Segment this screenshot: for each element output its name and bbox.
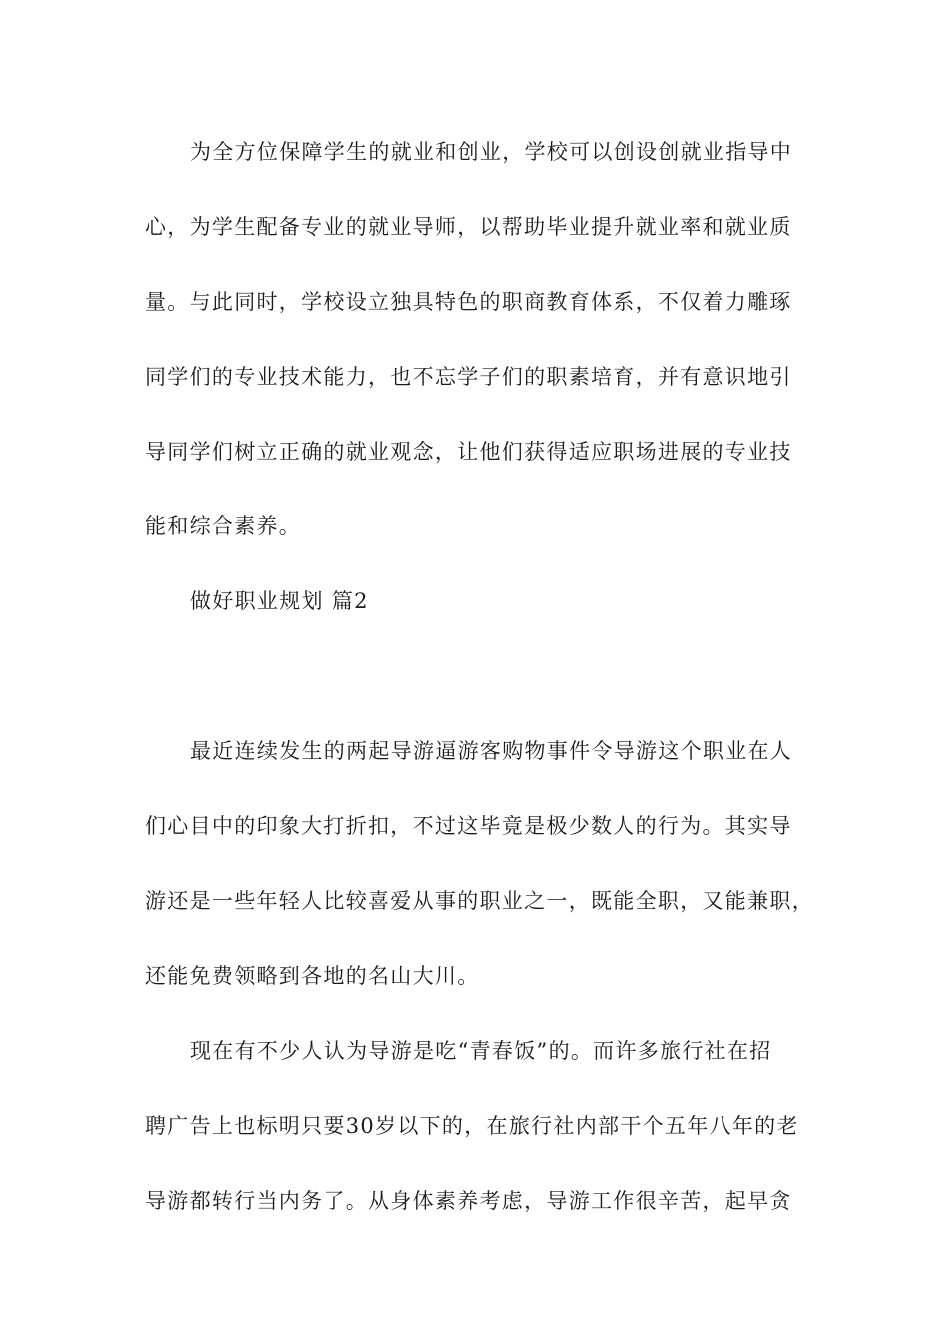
paragraph-line: 现在有不少人认为导游是吃“青春饭”的。而许多旅行社在招 [190, 1039, 772, 1063]
paragraph-line: 导游都转行当内务了。从身体素养考虑，导游工作很辛苦，起早贪 [145, 1189, 792, 1213]
paragraph-line: 心，为学生配备专业的就业导师，以帮助毕业提升就业率和就业质 [145, 215, 792, 239]
paragraph-line: 导同学们树立正确的就业观念，让他们获得适应职场进展的专业技 [145, 440, 792, 464]
paragraph-line: 量。与此同时，学校设立独具特色的职商教育体系，不仅着力雕琢 [145, 290, 792, 314]
paragraph-line: 最近连续发生的两起导游逼游客购物事件令导游这个职业在人 [190, 739, 793, 763]
section-heading: 做好职业规划 篇2 [190, 589, 369, 613]
paragraph-line: 为全方位保障学生的就业和创业，学校可以创设创就业指导中 [190, 140, 793, 164]
paragraph-line: 们心目中的印象大打折扣，不过这毕竟是极少数人的行为。其实导 [145, 814, 792, 838]
paragraph-line: 游还是一些年轻人比较喜爱从事的职业之一，既能全职，又能兼职， [145, 889, 814, 913]
paragraph-line: 还能免费领略到各地的名山大川。 [145, 964, 480, 988]
paragraph-line: 同学们的专业技术能力，也不忘学子们的职素培育，并有意识地引 [145, 365, 792, 389]
paragraph-line: 能和综合素养。 [145, 514, 302, 538]
paragraph-line: 聘广告上也标明只要30岁以下的，在旅行社内部干个五年八年的老 [145, 1114, 799, 1138]
